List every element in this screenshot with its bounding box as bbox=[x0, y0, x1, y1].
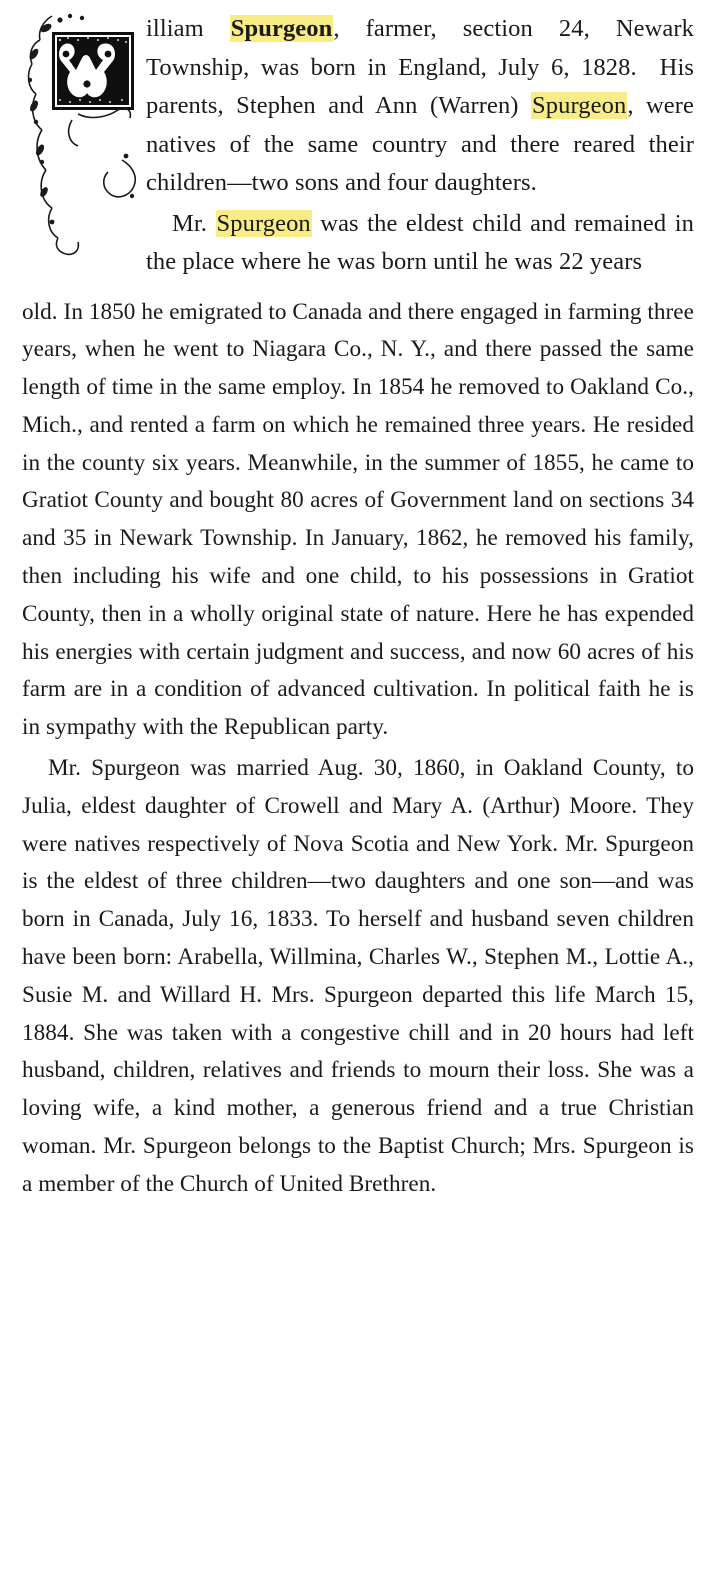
lead-run-text: , were natives of the same country and there reared their children—two sons and four daughters. bbox=[146, 92, 694, 196]
paragraph-body-1: old. In 1850 he emigrated to Canada and there engaged in farming three years, when he went to Niagara Co., N. Y., and there passed the same length of time in the same employ. In 1854 he removed to Oakland Co., Mich., and rented a farm on which he remained three years. He resided in the county six years. Meanwhile, in the summer of 1855, he came to Gratiot County and bought 80 acres of Government land on sections 34 and 35 in Newark Township. In January, 1862, he removed his family, then including his wife and one child, to his possessions in Gratiot County, then in a wholly original state of nature. Here he has expended his energies with certain judgment and success, and now 60 acres of his farm are in a condition of advanced cultivation. In political faith he is in sympathy with the Republican party. bbox=[22, 298, 694, 741]
paragraph-body-2: Mr. Spurgeon was married Aug. 30, 1860, in Oakland County, to Julia, eldest daughter of Crowell and Mary A. (Arthur) Moore. They were natives respectively of Nova Scotia and New York. Mr. Spurgeon is the eldest of three children—two daughters and one son—and was born in Canada, July 16, 1833. To herself and husband seven children have been born: Arabella, Willmina, Charles W., Stephen M., Lottie A., Susie M. and Willard H. Mrs. Spurgeon departed this life March 15, 1884. She was taken with a congestive chill and in 20 hours had left husband, children, relatives and friends to mourn their loss. She was a loving wife, a kind mother, a generous friend and a true Christian woman. Mr. Spurgeon belongs to the Baptist Church; Mrs. Spurgeon is a member of the Church of United Brethren. bbox=[22, 755, 694, 1197]
highlight-spurgeon-3: Spurgeon bbox=[216, 209, 311, 237]
highlight-spurgeon-2: Spurgeon bbox=[532, 92, 627, 119]
ornamental-dropcap-w bbox=[22, 10, 140, 258]
lead-run-text: illiam bbox=[146, 15, 230, 42]
highlight-spurgeon-1: Spurgeon bbox=[230, 15, 333, 42]
block-gap bbox=[22, 282, 694, 288]
lead-run-text: Mr. bbox=[172, 209, 216, 237]
lead-run-text: , farmer, section 24, Newark Township, was born in England, July 6, 1828. His parents, Stephen and Ann (Warren) bbox=[146, 15, 694, 119]
text-column bbox=[22, 10, 694, 1204]
lead-run-text: was the eldest child and remained in the place where he was born until he was 22 years bbox=[146, 209, 694, 275]
